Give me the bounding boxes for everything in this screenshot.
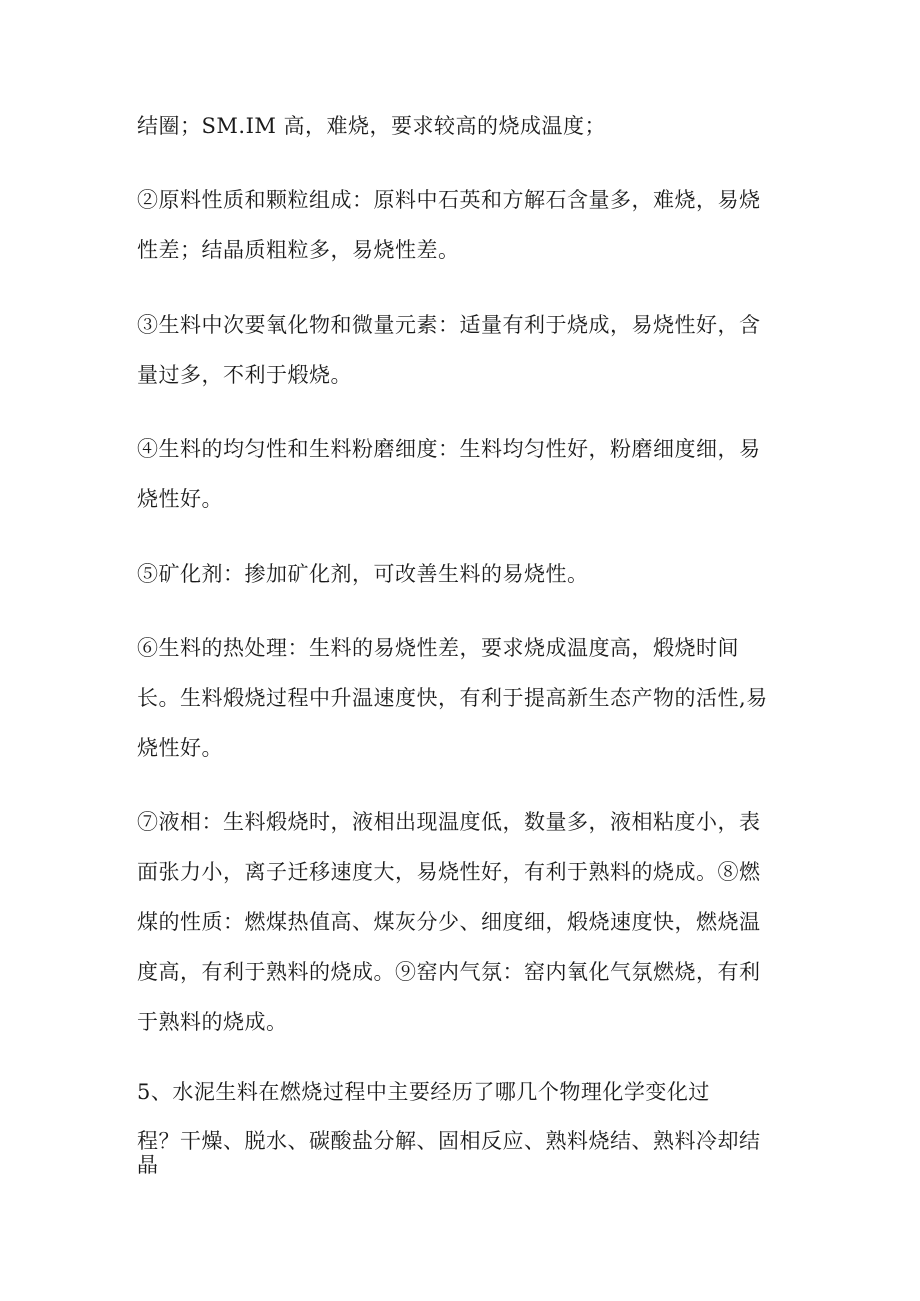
text-line: ③生料中次要氧化物和微量元素：适量有利于烧成，易烧性好，含 xyxy=(137,313,761,337)
text-line: 性差；结晶质粗粒多，易烧性差。 xyxy=(137,238,460,262)
text-line: 于熟料的烧成。 xyxy=(137,1010,288,1034)
text-line: 量过多，不利于煅烧。 xyxy=(137,363,352,387)
text-line: 结圈；SM.IM 高，难烧，要求较高的烧成温度； xyxy=(137,114,607,138)
text-line: 5、水泥生料在燃烧过程中主要经历了哪几个物理化学变化过 xyxy=(137,1080,710,1104)
text-line: 晶 xyxy=(137,1153,159,1177)
text-line: ④生料的均匀性和生料粉磨细度：生料均匀性好，粉磨细度细，易 xyxy=(137,437,761,461)
text-line: ②原料性质和颗粒组成：原料中石英和方解石含量多，难烧，易烧 xyxy=(137,188,761,212)
text-line: 程？干燥、脱水、碳酸盐分解、固相反应、熟料烧结、熟料冷却结 xyxy=(137,1129,761,1153)
text-line: 烧性好。 xyxy=(137,487,223,511)
text-line: ⑤矿化剂：掺加矿化剂，可改善生料的易烧性。 xyxy=(137,562,589,586)
text-line: ⑦液相：生料煅烧时，液相出现温度低，数量多，液相粘度小，表 xyxy=(137,810,761,834)
text-line: ⑥生料的热处理：生料的易烧性差，要求烧成温度高，煅烧时间 xyxy=(137,636,739,660)
text-line: 烧性好。 xyxy=(137,736,223,760)
text-line: 度高，有利于熟料的烧成。⑨窑内气氛：窑内氧化气氛燃烧，有利 xyxy=(137,960,761,984)
text-line: 面张力小，离子迁移速度大，易烧性好，有利于熟料的烧成。⑧燃 xyxy=(137,860,761,884)
text-line: 煤的性质：燃煤热值高、煤灰分少、细度细，煅烧速度快，燃烧温 xyxy=(137,910,761,934)
text-line: 长。生料煅烧过程中升温速度快，有利于提高新生态产物的活性,易 xyxy=(137,686,768,710)
